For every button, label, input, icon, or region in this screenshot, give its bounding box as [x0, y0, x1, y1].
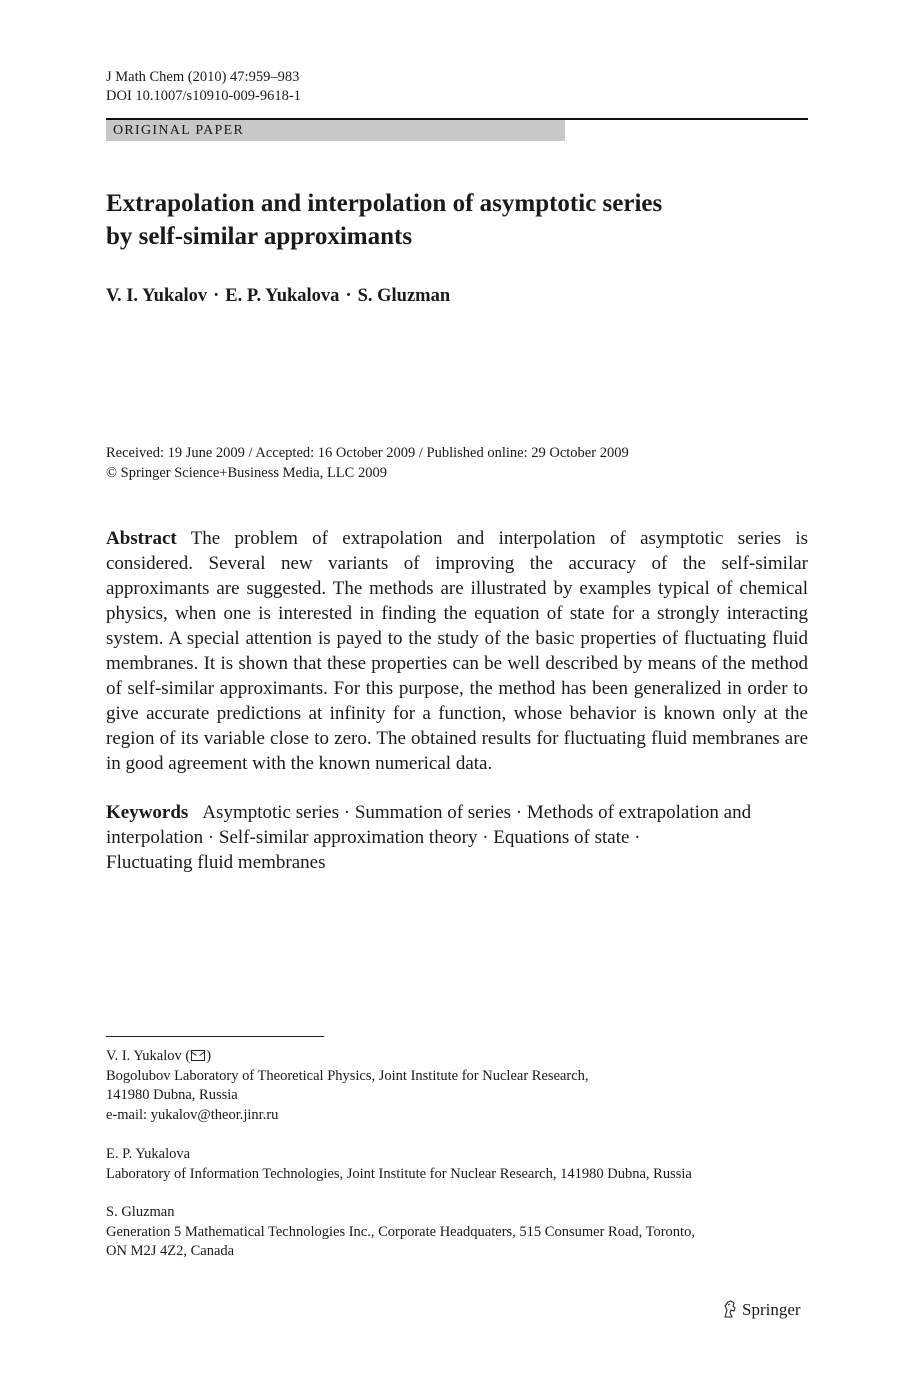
abstract-text: The problem of extrapolation and interpolation of asymptotic series is considered. Several new variants of improving the accuracy of the self-similar approximants are suggested. The methods are illustrated by examples typical of chemical physics, when one is interested in finding the equation of state for a strongly interacting system. A special attention is payed to the study of the basic properties of fluctuating fluid membranes. It is shown that these properties can be well described by means of the method of self-similar approximants. For this purpose, the method has been generalized in order to give accurate predictions at infinity for a function, whose behavior is known only at the region of its variable close to zero. The obtained results for fluctuating fluid membranes are in good agreement with the known numerical data.	[106, 528, 808, 774]
affiliation-name: V. I. Yukalov ( )	[106, 1048, 212, 1064]
journal-citation: J Math Chem (2010) 47:959–983	[106, 69, 300, 85]
affiliation-gluzman	[106, 1203, 808, 1262]
doi: DOI 10.1007/s10910-009-9618-1	[106, 88, 301, 104]
publisher-logo	[722, 1298, 801, 1322]
keywords-line-1: Asymptotic series · Summation of series · Methods of extrapolation and	[202, 802, 752, 823]
affiliation-line: Bogolubov Laboratory of Theoretical Physics, Joint Institute for Nuclear Research,	[106, 1067, 589, 1084]
date-history: Received: 19 June 2009 / Accepted: 16 October 2009 / Published online: 29 October 2009	[106, 445, 629, 461]
keywords-line-3: Fluctuating fluid membranes	[106, 852, 326, 873]
affiliation-line: Laboratory of Information Technologies, Joint Institute for Nuclear Research, 141980 Dubna, Russia	[106, 1165, 692, 1182]
affiliation-line: ON M2J 4Z2, Canada	[106, 1243, 235, 1259]
keywords	[106, 800, 808, 875]
affiliation-yukalova	[106, 1145, 808, 1184]
affiliation-name: S. Gluzman	[106, 1204, 175, 1220]
author-separator: ·	[213, 286, 220, 306]
springer-horse-icon	[722, 1300, 738, 1318]
copyright: © Springer Science+Business Media, LLC 2009	[106, 465, 387, 481]
author-name: S. Gluzman	[357, 286, 451, 306]
journal-header	[106, 68, 301, 106]
abstract-label: Abstract	[106, 528, 177, 549]
publication-dates	[106, 443, 808, 483]
affiliation-yukalov	[106, 1047, 808, 1125]
publisher-name: Springer	[742, 1300, 801, 1319]
affiliation-email: e-mail: yukalov@theor.jinr.ru	[106, 1106, 279, 1123]
section-label: ORIGINAL PAPER	[106, 120, 565, 141]
envelope-icon	[191, 1050, 205, 1061]
author-separator: ·	[345, 286, 352, 306]
affiliation-line: Generation 5 Mathematical Technologies Inc., Corporate Headquaters, 515 Consumer Road, Toronto,	[106, 1223, 695, 1240]
author-list	[106, 285, 450, 307]
affiliation-line: 141980 Dubna, Russia	[106, 1087, 238, 1103]
author-name: E. P. Yukalova	[225, 286, 340, 306]
author-name: V. I. Yukalov	[106, 286, 208, 306]
paper-title	[106, 187, 806, 253]
keywords-line-2: interpolation · Self-similar approximation theory · Equations of state ·	[106, 827, 641, 848]
title-line-1: Extrapolation and interpolation of asymptotic series	[106, 190, 663, 217]
footnote-rule	[106, 1036, 324, 1037]
affiliation-name: E. P. Yukalova	[106, 1146, 191, 1162]
title-line-2: by self-similar approximants	[106, 223, 413, 250]
keywords-label: Keywords	[106, 802, 189, 823]
abstract	[106, 526, 808, 776]
